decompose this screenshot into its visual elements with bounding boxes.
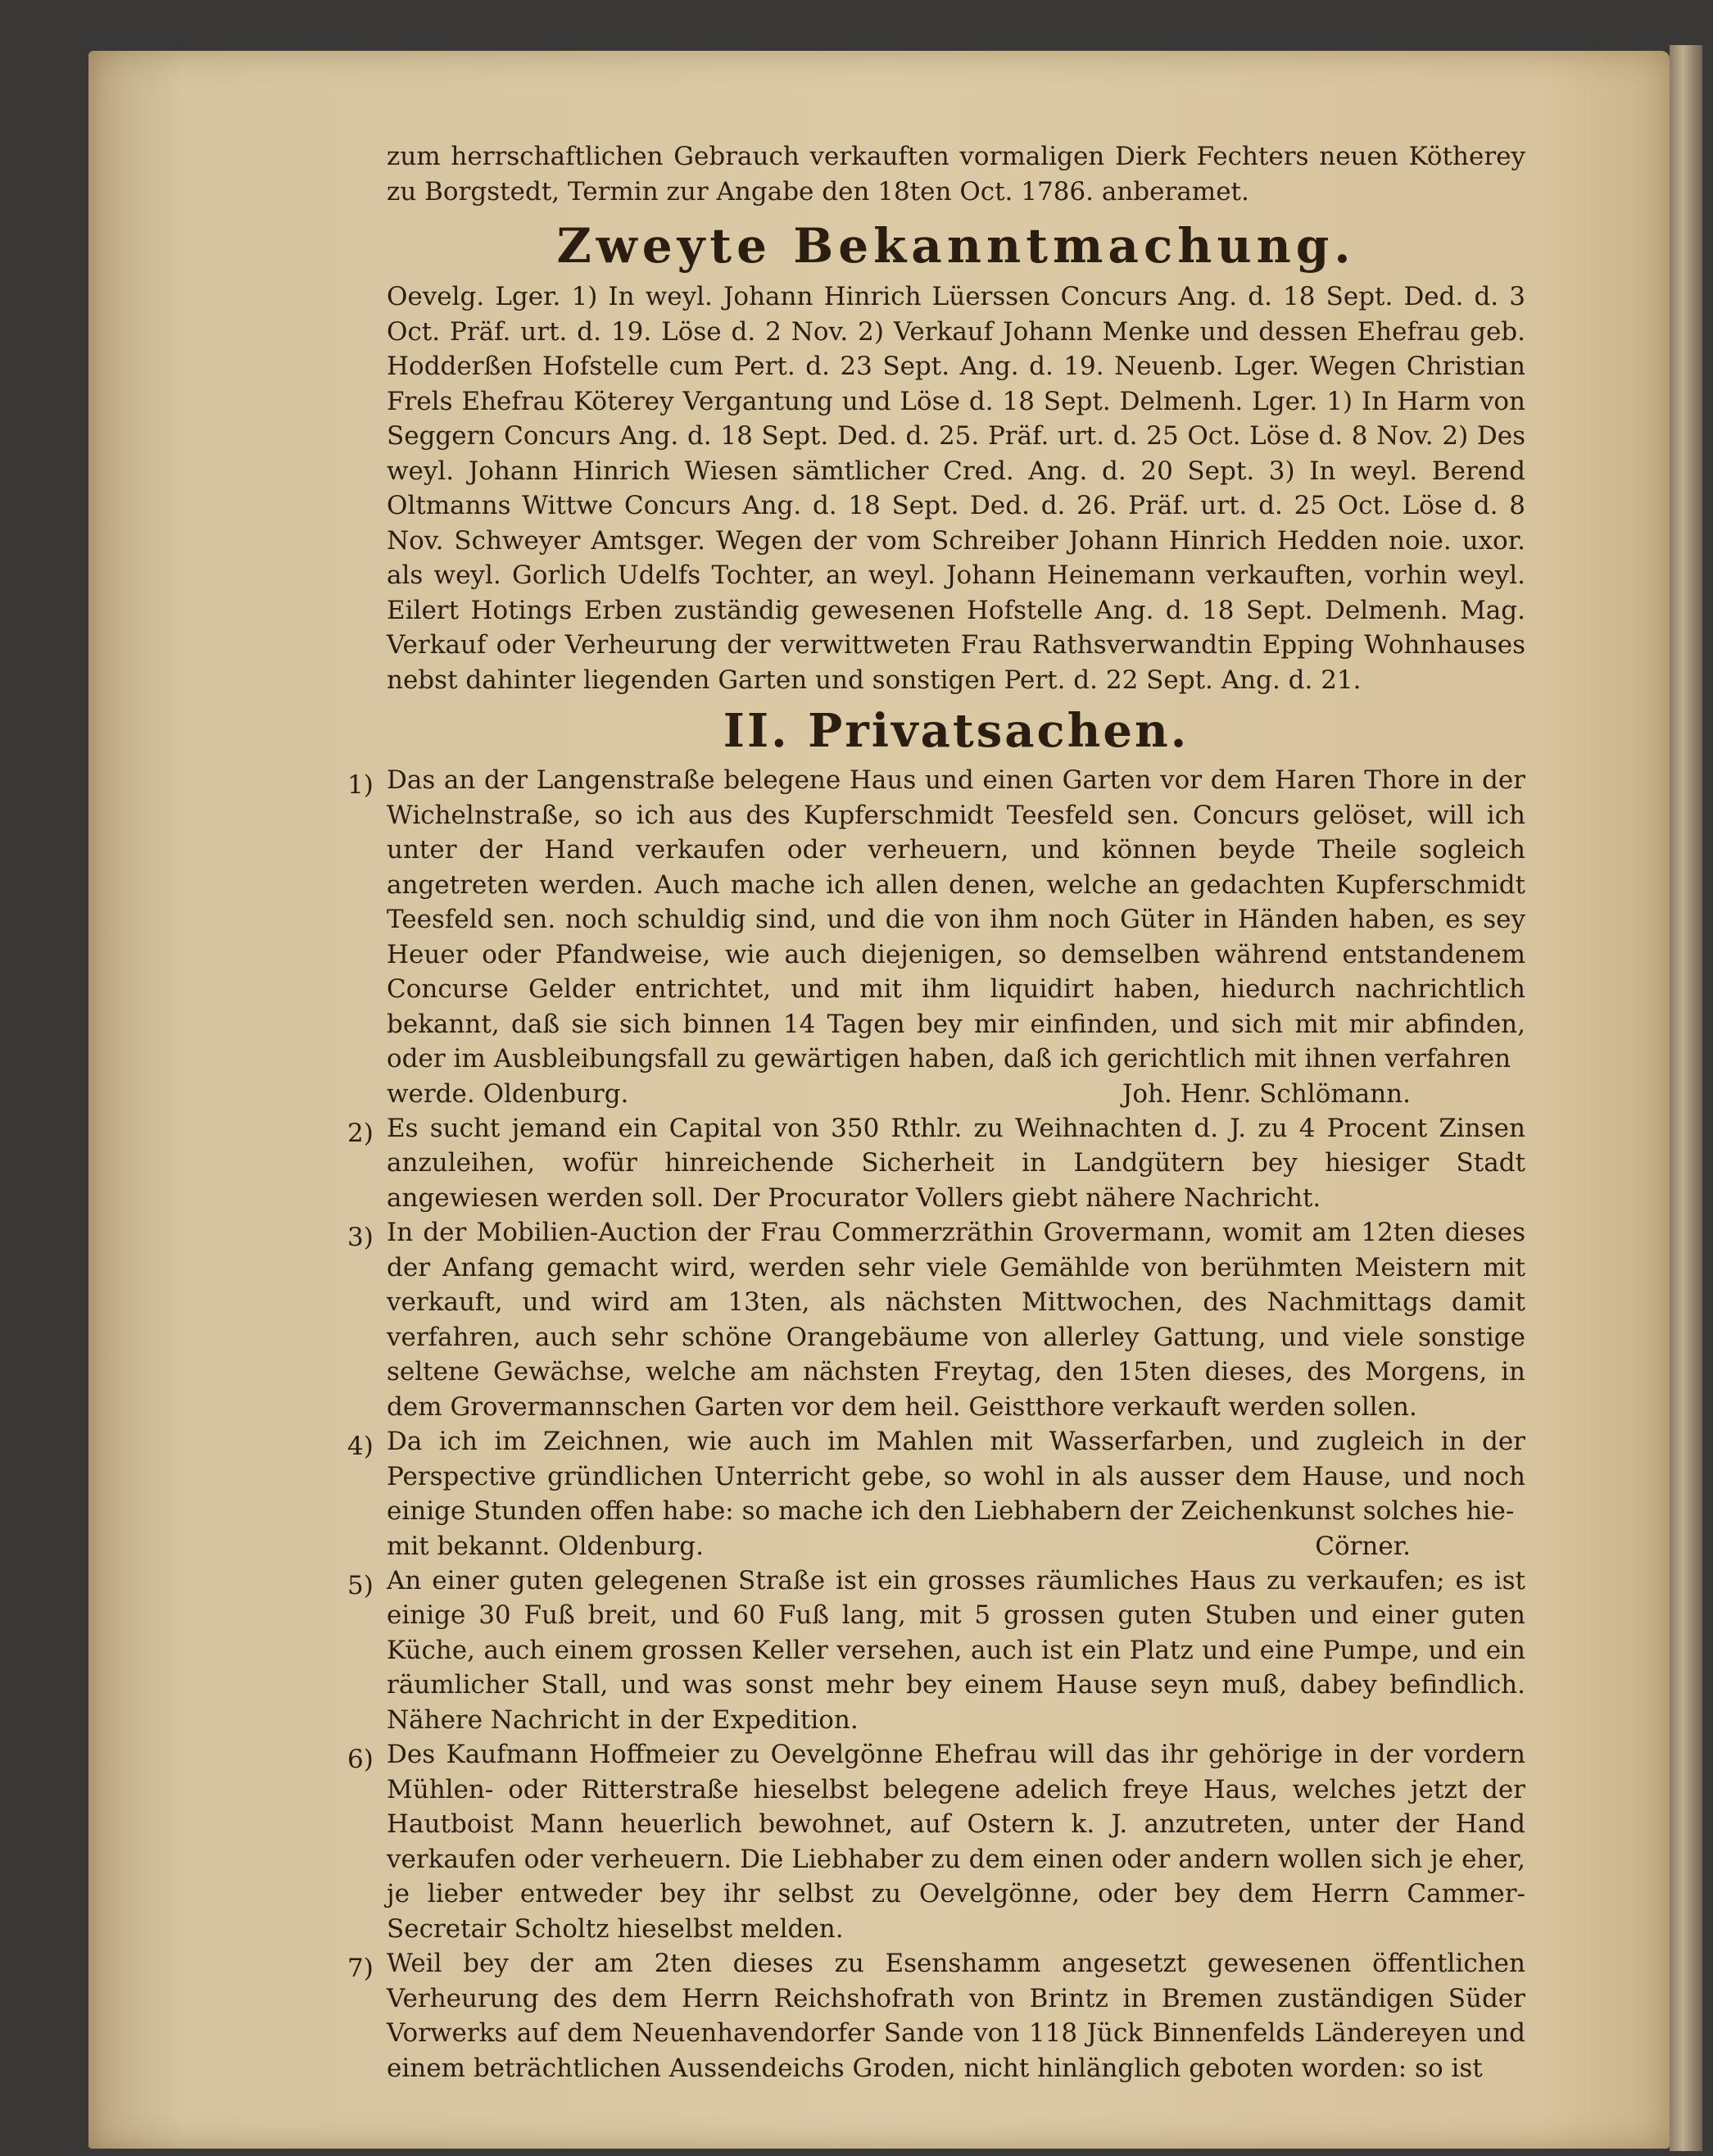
item-text: Das an der Langenstraße belegene Haus und einen Garten vor dem Haren Thore in der Wichelnstraße, so ich aus des Kupferschmidt Teesfeld sen. Concurs gelöset, will ich unter der Hand verkaufen oder verheuern, und können beyde Theile sogleich angetreten werden. Auch mache ich allen denen, welche an gedachten Kupferschmidt Teesfeld sen. noch schuldig sind, und die von ihm noch Güter in Händen haben, es sey Heuer oder Pfandweise, wie auch diejenigen, so demselben während entstandenem Concurse Gelder entrichtet, und mit ihm liquidirt haben, hiedurch nachrichtlich bekannt, daß sie sich binnen 14 Tagen bey mir einfinden, und sich mit mir abfinden, oder im Ausbleibungsfall zu gewärtigen haben, daß ich gerichtlich mit ihnen verfahren	[387, 765, 1525, 1073]
item-text: Des Kaufmann Hoffmeier zu Oevelgönne Ehefrau will das ihr gehörige in der vordern Mühlen- oder Ritterstraße hieselbst belegene adelich freye Haus, welches jetzt der Hautboist Mann heuerlich bewohnet, auf Ostern k. J. anzutreten, unter der Hand verkaufen oder verheuern. Die Liebhaber zu dem einen oder andern wollen sich je eher, je lieber entweder bey ihr selbst zu Oevelgönne, oder bey dem Herrn Cammer-Secretair Scholtz hieselbst melden.	[387, 1740, 1525, 1944]
page-text	[347, 139, 1525, 2086]
heading-zweyte-bekanntmachung: Zweyte Bekanntmachung.	[556, 218, 1356, 274]
item-number: 7)	[347, 1954, 374, 1983]
item-text: Weil bey der am 2ten dieses zu Esenshamm angesetzt gewesenen öffentlichen Verheurung des dem Herrn Reichshofrath von Brintz in Bremen zuständigen Süder Vorwerks auf dem Neuenhavendorfer Sande von 118 Jück Binnenfelds Ländereyen und einem beträchtlichen Aussendeichs Groden, nicht hinlänglich geboten worden: so ist	[387, 1949, 1525, 2083]
list-item	[347, 1564, 1525, 1738]
signature-place: mit bekannt. Oldenburg.	[387, 1531, 704, 1561]
signature-name: Joh. Henr. Schlömann.	[1122, 1078, 1411, 1109]
item-text: An einer guten gelegenen Straße ist ein grosses räumliches Haus zu verkaufen; es ist einige 30 Fuß breit, und 60 Fuß lang, mit 5 grossen guten Stuben und einer guten Küche, auch einem grossen Keller versehen, auch ist ein Platz und eine Pumpe, und ein räumlicher Stall, und was sonst mehr bey einem Hause seyn muß, dabey befindlich. Nähere Nachricht in der Expedition.	[387, 1565, 1525, 1735]
item-number: 5)	[347, 1570, 374, 1600]
list-item	[347, 1737, 1525, 1946]
signature-place: werde. Oldenburg.	[387, 1078, 629, 1109]
item-signature	[387, 1077, 1525, 1111]
list-item	[347, 1111, 1525, 1216]
item-number: 6)	[347, 1745, 374, 1774]
item-number: 2)	[347, 1118, 374, 1148]
item-signature	[387, 1529, 1525, 1564]
item-number: 4)	[347, 1432, 374, 1461]
list-item	[347, 1215, 1525, 1424]
signature-name: Cörner.	[1315, 1531, 1411, 1561]
list-item	[347, 1946, 1525, 2086]
item-text: Es sucht jemand ein Capital von 350 Rthlr. zu Weihnachten d. J. zu 4 Procent Zinsen anzuleihen, wofür hinreichende Sicherheit in Landgütern bey hiesiger Stadt angewiesen werden soll. Der Procurator Vollers giebt nähere Nachricht.	[387, 1113, 1525, 1213]
heading-privatsachen: II. Privatsachen.	[723, 704, 1190, 758]
item-text: In der Mobilien-Auction der Frau Commerzräthin Grovermann, womit am 12ten dieses der Anfang gemacht wird, werden sehr viele Gemählde von berühmten Meistern mit verkauft, und wird am 13ten, als nächsten Mittwochen, des Nachmittags damit verfahren, auch sehr schöne Orangebäume von allerley Gattung, und viele sonstige seltene Gewächse, welche am nächsten Freytag, den 15ten dieses, des Morgens, in dem Grovermannschen Garten vor dem heil. Geistthore verkauft werden sollen.	[387, 1218, 1525, 1422]
page-edge	[1670, 45, 1702, 2151]
intro-paragraph: zum herrschaftlichen Gebrauch verkauften vormaligen Dierk Fechters neuen Kötherey zu Borgstedt, Termin zur Angabe den 18ten Oct. 1786. anberamet.	[387, 142, 1525, 207]
item-text: Da ich im Zeichnen, wie auch im Mahlen mit Wasserfarben, und zugleich in der Perspective gründlichen Unterricht gebe, so wohl in als ausser dem Hause, und noch einige Stunden offen habe: so mache ich den Liebhabern der Zeichenkunst solches hie-	[387, 1427, 1525, 1526]
item-number: 1)	[347, 770, 374, 800]
section1-paragraph: Oevelg. Lger. 1) In weyl. Johann Hinrich Lüerssen Concurs Ang. d. 18 Sept. Ded. d. 3 Oct. Präf. urt. d. 19. Löse d. 2 Nov. 2) Verkauf Johann Menke und dessen Ehefrau geb. Hodderßen Hofstelle cum Pert. d. 23 Sept. Ang. d. 19. Neuenb. Lger. Wegen Christian Frels Ehefrau Köterey Vergantung und Löse d. 18 Sept. Delmenh. Lger. 1) In Harm von Seggern Concurs Ang. d. 18 Sept. Ded. d. 25. Präf. urt. d. 25 Oct. Löse d. 8 Nov. 2) Des weyl. Johann Hinrich Wiesen sämtlicher Cred. Ang. d. 20 Sept. 3) In weyl. Berend Oltmanns Wittwe Concurs Ang. d. 18 Sept. Ded. d. 26. Präf. urt. d. 25 Oct. Löse d. 8 Nov. Schweyer Amtsger. Wegen der vom Schreiber Johann Hinrich Hedden noie. uxor. als weyl. Gorlich Udelfs Tochter, an weyl. Johann Heinemann verkauften, vorhin weyl. Eilert Hotings Erben zuständig gewesenen Hofstelle Ang. d. 18 Sept. Delmenh. Mag. Verkauf oder Verheurung der verwittweten Frau Rathsverwandtin Epping Wohnhauses nebst dahinter liegenden Garten und sonstigen Pert. d. 22 Sept. Ang. d. 21.	[387, 282, 1525, 695]
item-number: 3)	[347, 1223, 374, 1252]
list-item	[347, 1424, 1525, 1564]
list-item	[347, 763, 1525, 1111]
